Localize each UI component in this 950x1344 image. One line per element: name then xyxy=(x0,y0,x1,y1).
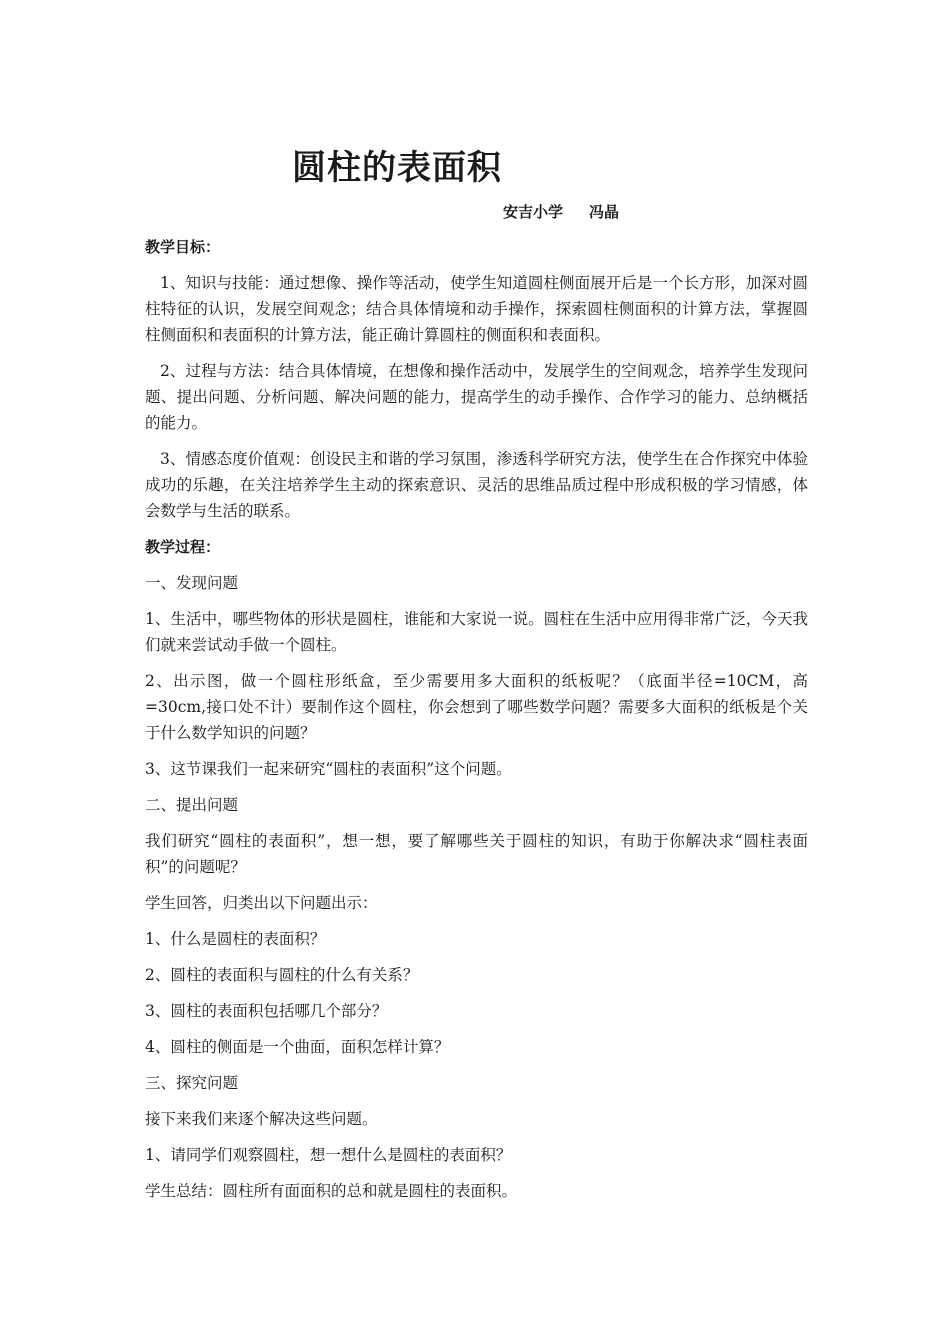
author-line xyxy=(503,201,619,222)
document-body xyxy=(145,234,808,1214)
section-heading: 三、探究问题 xyxy=(145,1074,239,1092)
section-heading: 一、发现问题 xyxy=(145,574,239,592)
goal-item: 3、情感态度价值观：创设民主和谐的学习氛围，渗透科学研究方法，使学生在合作探究中体验成功的乐趣，在关注培养学生主动的探索意识、灵活的思维品质过程中形成积极的学习情感，体会数学与生活的联系。 xyxy=(145,450,808,520)
paragraph: 3、这节课我们一起来研究“圆柱的表面积”这个问题。 xyxy=(145,760,512,778)
goal-item: 2、过程与方法：结合具体情境，在想像和操作活动中，发展学生的空间观念，培养学生发现问题、提出问题、分析问题、解决问题的能力，提高学生的动手操作、合作学习的能力、总纳概括的能力。 xyxy=(145,362,808,432)
author-name: 冯晶 xyxy=(589,203,620,221)
question-item: 3、圆柱的表面积包括哪几个部分？ xyxy=(145,1002,388,1020)
paragraph: 2、出示图，做一个圆柱形纸盒，至少需要用多大面积的纸板呢？（底面半径=10CM，高=30cm,接口处不计）要制作这个圆柱，你会想到了哪些数学问题？需要多大面积的纸板是个关于什么数学知识的问题？ xyxy=(145,672,808,742)
question-item: 2、圆柱的表面积与圆柱的什么有关系？ xyxy=(145,966,419,984)
process-heading: 教学过程： xyxy=(145,538,221,556)
section-heading: 二、提出问题 xyxy=(145,796,239,814)
document-title: 圆柱的表面积 xyxy=(292,148,502,188)
question-item: 4、圆柱的侧面是一个曲面，面积怎样计算？ xyxy=(145,1038,450,1056)
author-school: 安吉小学 xyxy=(503,203,564,221)
paragraph: 接下来我们来逐个解决这些问题。 xyxy=(145,1110,378,1128)
goals-heading: 教学目标： xyxy=(145,238,221,256)
goal-item: 1、知识与技能：通过想像、操作等活动，使学生知道圆柱侧面展开后是一个长方形，加深对圆柱特征的认识，发展空间观念；结合具体情境和动手操作，探索圆柱侧面积的计算方法，掌握圆柱侧面积和表面积的计算方法，能正确计算圆柱的侧面积和表面积。 xyxy=(145,274,808,344)
paragraph: 我们研究“圆柱的表面积”，想一想，要了解哪些关于圆柱的知识，有助于你解决求“圆柱表面积”的问题呢？ xyxy=(145,832,808,876)
question-item: 1、什么是圆柱的表面积？ xyxy=(145,930,326,948)
paragraph: 学生回答，归类出以下问题出示： xyxy=(145,894,378,912)
paragraph: 1、生活中，哪些物体的形状是圆柱，谁能和大家说一说。圆柱在生活中应用得非常广泛，今天我们就来尝试动手做一个圆柱。 xyxy=(145,610,808,654)
paragraph: 1、请同学们观察圆柱，想一想什么是圆柱的表面积？ xyxy=(145,1146,512,1164)
paragraph: 学生总结：圆柱所有面面积的总和就是圆柱的表面积。 xyxy=(145,1182,518,1200)
